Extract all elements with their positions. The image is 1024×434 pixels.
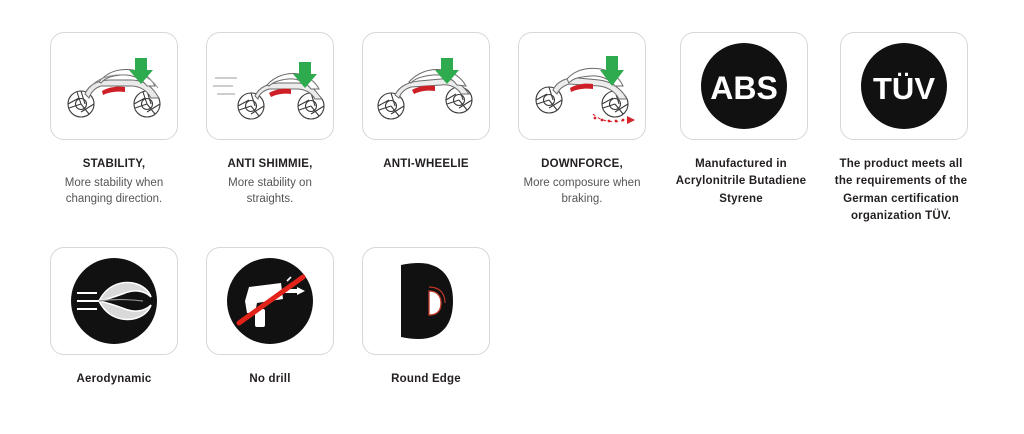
feature-stability	[50, 32, 178, 208]
round-edge-icon	[367, 251, 485, 351]
feature-title: The product meets all the requirements of the German certification organization TÜV.	[834, 158, 968, 222]
feature-caption	[518, 156, 646, 208]
feature-caption	[671, 156, 811, 208]
feature-caption	[383, 156, 468, 175]
aerodynamic-airflow-icon	[55, 251, 173, 351]
feature-caption	[391, 371, 461, 388]
feature-abs-material	[674, 32, 814, 208]
feature-aerodynamic	[50, 247, 178, 388]
feature-title: ANTI-WHEELIE	[383, 158, 469, 170]
feature-icon-tile	[362, 32, 490, 140]
feature-caption	[249, 371, 290, 388]
feature-tuv-certification	[834, 32, 974, 225]
feature-no-drill	[206, 247, 334, 388]
feature-icon-tile	[50, 32, 178, 140]
feature-downforce	[518, 32, 646, 208]
tuv-badge-icon	[845, 36, 963, 136]
feature-icon-tile	[680, 32, 808, 140]
feature-title: STABILITY,	[82, 158, 146, 170]
feature-title: Manufactured in Acrylonitrile Butadiene Styrene	[675, 158, 807, 205]
motorcycle-anti-wheelie-icon	[367, 42, 485, 130]
feature-title: No drill	[249, 373, 291, 385]
feature-title: Round Edge	[391, 373, 461, 385]
feature-title: Aerodynamic	[76, 373, 152, 385]
motorcycle-downforce-icon	[523, 42, 641, 130]
abs-badge-text: ABS	[710, 70, 778, 106]
feature-icon-tile	[206, 247, 334, 355]
no-drill-icon	[211, 251, 329, 351]
feature-anti-shimmie	[206, 32, 334, 208]
feature-title: ANTI SHIMMIE,	[227, 158, 313, 170]
feature-icon-tile	[518, 32, 646, 140]
feature-subtitle: More stability when changing direction.	[64, 176, 164, 206]
motorcycle-anti-shimmie-icon	[211, 42, 329, 130]
feature-subtitle: More composure when braking.	[523, 176, 641, 206]
feature-caption	[831, 156, 971, 225]
feature-caption	[206, 156, 334, 208]
feature-row-secondary	[0, 225, 1024, 388]
feature-subtitle: More stability on straights.	[228, 176, 312, 206]
feature-title: DOWNFORCE,	[541, 158, 623, 170]
motorcycle-stability-icon	[55, 42, 173, 130]
feature-anti-wheelie	[362, 32, 490, 175]
feature-caption	[76, 371, 151, 388]
feature-icon-tile	[50, 247, 178, 355]
tuv-badge-text: TÜV	[873, 71, 935, 106]
feature-round-edge	[362, 247, 490, 388]
abs-badge-icon	[685, 36, 803, 136]
feature-icon-tile	[840, 32, 968, 140]
feature-icon-tile	[362, 247, 490, 355]
speed-lines	[213, 78, 237, 94]
feature-caption	[50, 156, 178, 208]
feature-icon-tile	[206, 32, 334, 140]
